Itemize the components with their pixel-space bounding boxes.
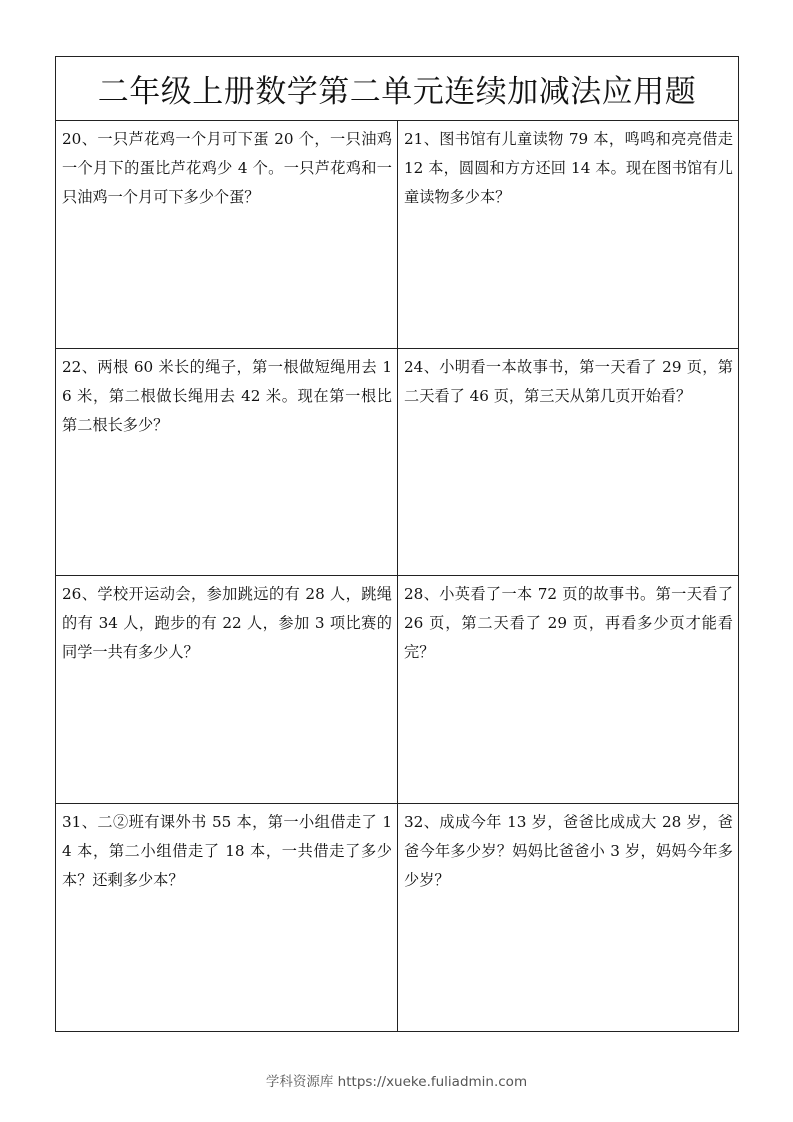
problem-cell-22: 22、两根 60 米长的绳子，第一根做短绳用去 16 米，第二根做长绳用去 42 米。现在第一根比第二根长多少？ xyxy=(56,349,398,577)
problem-cell-20: 20、一只芦花鸡一个月可下蛋 20 个，一只油鸡一个月下的蛋比芦花鸡少 4 个。一只芦花鸡和一只油鸡一个月可下多少个蛋？ xyxy=(56,121,398,349)
footer-source-link[interactable]: 学科资源库 https://xueke.fuliadmin.com xyxy=(265,1074,528,1090)
problem-cell-26: 26、学校开运动会，参加跳远的有 28 人，跳绳的有 34 人，跑步的有 22 人，参加 3 项比赛的同学一共有多少人？ xyxy=(56,576,398,804)
problem-grid xyxy=(56,121,738,1031)
page-title: 二年级上册数学第二单元连续加减法应用题 xyxy=(56,57,738,121)
problem-cell-21: 21、图书馆有儿童读物 79 本，鸣鸣和亮亮借走 12 本，圆圆和方方还回 14 本。现在图书馆有儿童读物多少本？ xyxy=(398,121,738,349)
problem-cell-32: 32、成成今年 13 岁，爸爸比成成大 28 岁，爸爸今年多少岁？妈妈比爸爸小 3 岁，妈妈今年多少岁？ xyxy=(404,812,733,889)
problem-cell-31: 31、二②班有课外书 55 本，第一小组借走了 14 本，第二小组借走了 18 本，一共借走了多少本？还剩多少本？ xyxy=(56,804,398,1032)
problem-cell-24: 24、小明看一本故事书，第一天看了 29 页，第二天看了 46 页，第三天从第几页开始看？ xyxy=(398,349,738,577)
problem-cell-28: 28、小英看了一本 72 页的故事书。第一天看了 26 页，第二天看了 29 页，再看多少页才能看完？ xyxy=(398,576,738,804)
worksheet xyxy=(55,56,739,1032)
